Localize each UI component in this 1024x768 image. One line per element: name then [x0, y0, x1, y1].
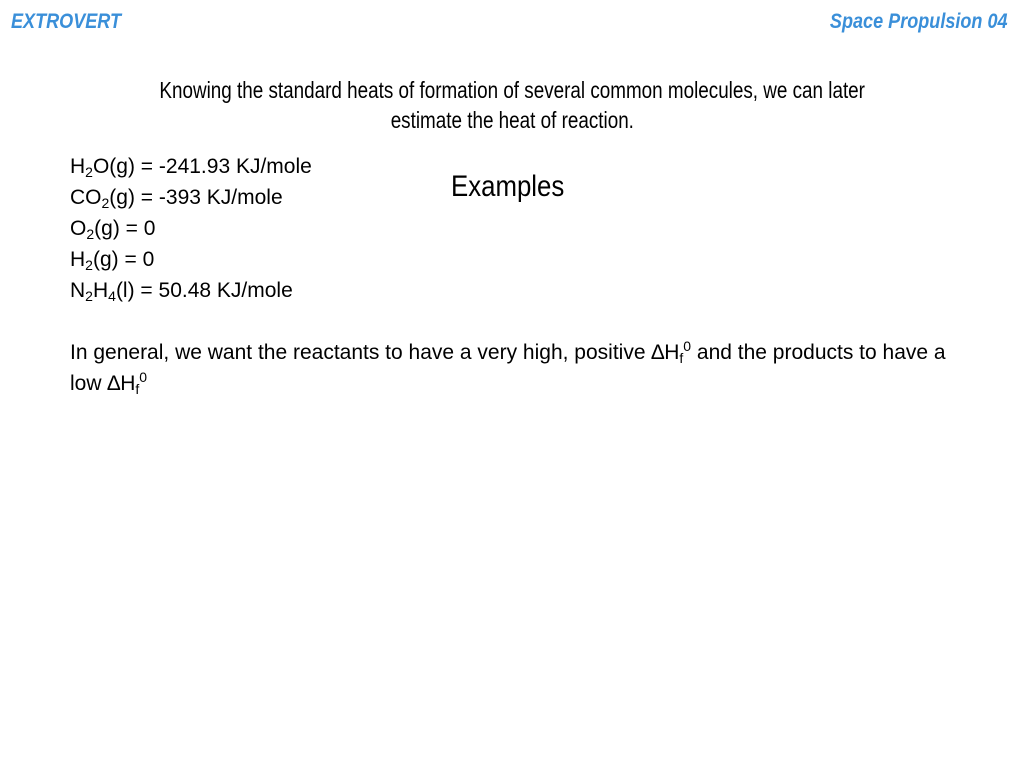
intro-text — [0, 75, 1024, 135]
delta-symbol: ∆ — [107, 372, 121, 395]
formula-subscript: 2 — [85, 257, 93, 273]
formula-subscript: 2 — [85, 288, 93, 304]
examples-heading: Examples — [451, 170, 565, 203]
formula-subscript: 2 — [86, 226, 95, 242]
intro-line-1: Knowing the standard heats of formation of several common molecules, we can later — [159, 77, 865, 103]
formula-text: (l) = 50.48 KJ/mole — [115, 279, 293, 302]
formula-carbon-dioxide — [70, 182, 312, 213]
general-text: In general, we want the reactants to have a very high, positive — [70, 341, 652, 364]
formation-subscript: f — [135, 381, 140, 397]
intro-line-2: estimate the heat of reaction. — [390, 107, 634, 133]
formula-subscript: 2 — [101, 195, 110, 211]
enthalpy-symbol: H — [120, 372, 136, 395]
formula-text: (g) = 0 — [94, 217, 156, 240]
delta-symbol: ∆ — [651, 341, 665, 364]
general-text: and the products to have a low — [70, 341, 946, 395]
formula-text: CO — [70, 186, 102, 209]
formula-text: H — [70, 155, 86, 178]
general-statement — [70, 337, 970, 399]
enthalpy-symbol: H — [664, 341, 680, 364]
formula-water — [70, 151, 312, 182]
formula-hydrogen — [70, 244, 312, 275]
header-right-title: Space Propulsion 04 — [830, 10, 1008, 33]
standard-superscript: 0 — [139, 369, 148, 385]
formula-text: (g) = -393 KJ/mole — [109, 186, 283, 209]
formula-text: (g) = 0 — [92, 248, 155, 271]
formula-subscript: 2 — [85, 164, 93, 180]
formula-list — [70, 151, 312, 306]
formula-text: H — [92, 279, 109, 302]
formula-text: O(g) = -241.93 KJ/mole — [92, 155, 312, 178]
standard-superscript: 0 — [683, 338, 692, 354]
formula-text: O — [70, 217, 87, 240]
header-left-title: EXTROVERT — [11, 10, 122, 33]
formation-subscript: f — [679, 350, 684, 366]
formula-text: N — [70, 279, 86, 302]
formula-oxygen — [70, 213, 312, 244]
formula-subscript: 4 — [108, 288, 116, 304]
formula-hydrazine — [70, 275, 312, 306]
formula-text: H — [70, 248, 86, 271]
